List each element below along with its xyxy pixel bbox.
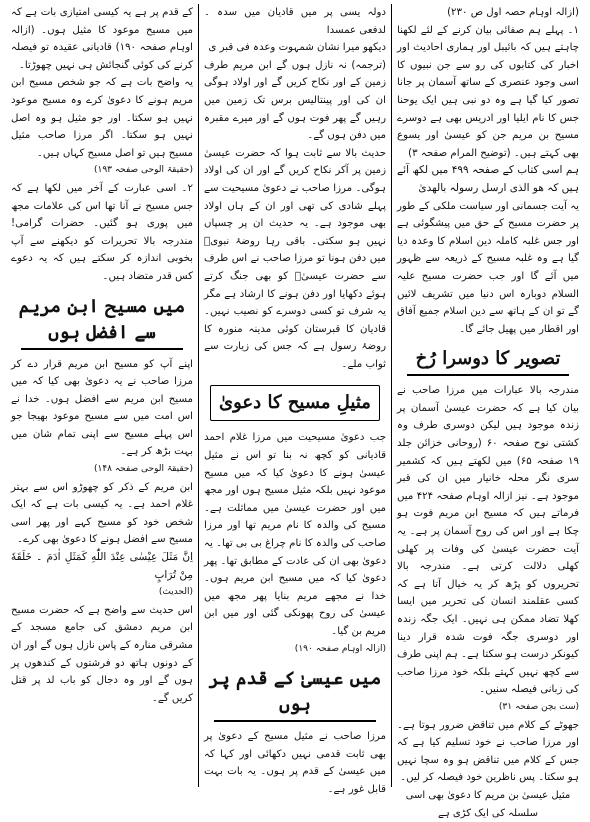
paragraph: دولہ یسی پر میں قادیان میں سدہ ۔ لدفعی عمسدا bbox=[204, 7, 386, 36]
paragraph: جھوٹے کے کلام میں تناقض ضرور ہوتا ہے۔ اور مرزا صاحب نے خود تسلیم کیا ہے کہ جس کے کلام میں تناقض ہو وہ سچا نہیں ہو سکتا۔ پس ناظرین خود فیصلہ کر لیں۔ bbox=[397, 719, 579, 784]
paragraph: یہ آیت جسمانی اور سیاست ملکی کے طور پر حضرت مسیح کے حق میں پیشگوئی ہے اور جس غلبہ کاملہ دین اسلام کا وعدہ دیا گیا ہے وہ غلبہ مسیح کے ذریعہ سے ظہور میں آئے گا اور جب حضرت مسیح علیہ السلام دوبارہ اس دنیا میں تشریف لائیں گے تو ان کے ہاتھ سے دین اسلام جمیع آفاق اور اقطار میں پھیل جائے گا۔ bbox=[397, 200, 579, 335]
arabic-quote: ہم اسی کتاب کے صفحہ ۴۹۹ میں لکھ آئے ہیں کہ ھو الذی ارسل رسولہ بالھدیٰ bbox=[397, 164, 579, 194]
section-heading-text: میں عیسیٰ کے قدم پر ہوں bbox=[208, 668, 382, 716]
paragraph: دیکھو میرا نشان شمہوت وعدہ فی قبر ی bbox=[208, 42, 386, 54]
paragraph: کے قدم پر ہے یہ کیسی امتیازی بات ہے کہ میں مسیح موعود کا مثیل ہوں۔ (ازالہ اوہام صفحہ ۱۹۰) قادیانی عقیدہ تو فیصلہ کرنے کی کوئی گنجائش ہی نہیں چھوڑتا۔ bbox=[11, 7, 193, 71]
paragraph: ۲۔ اسی عبارت کے آخر میں لکھا ہے کہ جس مسیح نے آنا تھا اس کی علامات مجھ میں پوری ہو گئیں۔ حضرات گرامی! مندرجہ بالا تحریرات کو دیکھنے سے آپ بخوبی اندازہ کر سکتے ہیں کہ یہ دعوے کس قدر متضاد ہیں۔ bbox=[11, 182, 193, 282]
citation: (حقیقۃ الوحی صفحہ ۱۹۳) bbox=[93, 165, 193, 176]
paragraph: یہ واضح بات ہے کہ جو شخص مسیح ابن مریم ہونے کا دعویٰ کرے وہ مسیح موعود نہیں ہو سکتا۔ اور جو مثیل ہو وہ اصل نہیں ہو سکتا۔ اگر مرزا صاحب مثیل مسیح ہیں تو اصل مسیح کہاں ہیں۔ bbox=[11, 77, 193, 159]
paragraph: اس حدیث سے واضح ہے کہ حضرت مسیح ابن مریم دمشق کی جامع مسجد کے مشرقی منارہ کے پاس نازل ہوں گے اور ان کے دونوں ہاتھ دو فرشتوں کے کندھوں پر ہوں گے اور وہ دجال کو باب لد پر قتل کریں گے۔ bbox=[11, 604, 193, 704]
citation: (ازالہ اوہام صفحہ ۱۹۰) bbox=[294, 643, 386, 654]
heading-underline bbox=[21, 348, 183, 350]
closing-line: مثیل عیسیٰ بن مریم کا دعویٰ بھی اسی سلسلہ کی ایک کڑی ہے bbox=[405, 789, 571, 819]
col-middle bbox=[199, 4, 392, 795]
section-heading bbox=[210, 385, 380, 421]
paragraph: ۱۔ پہلے ہم صفائی بیان کرنے کے لئے لکھنا چاہتے ہیں کہ بائیبل اور ہماری احادیث اور اخبار کی کتابوں کی رو سے جن نبیوں کا اسی وجود عنصری کے ساتھ آسمان پر جانا تصور کیا گیا ہے وہ دو نبی ہیں ایک یوحنا جس کا نام ایلیا اور ادریس بھی ہے دوسرے مسیح بن مریم جن کو عیسیٰ اور یسوع بھی کہتے ہیں۔ (توضیح المرام صفحہ ۳) bbox=[397, 24, 579, 159]
arabic-quote: اِنَّ مَثَلَ عِيْسٰى عِنْدَ اللّٰهِ كَمَثَلِ اٰدَمَ ۔ خَلَقَهٗ مِنْ تُرَابٍ bbox=[11, 551, 193, 581]
paragraph: مندرجہ بالا عبارات میں مرزا صاحب نے بیان کیا ہے کہ حضرت عیسیٰ آسمان پر زندہ موجود ہیں لیکن دوسری طرف وہ کشتی نوح صفحہ ۶۰ (روحانی خزائن جلد ۱۹ صفحہ ۶۵) میں لکھتے ہیں کہ کشمیر سری نگر محلہ خانیار میں ان کی قبر موجود ہے۔ نیز ازالہ اوہام صفحہ ۴۲۴ میں فرماتے ہیں کہ مسیح ابن مریم فوت ہو چکا ہے اور اس کی روح آسمان پر ہے۔ یہ آیت حضرت عیسیٰ کی وفات پر کھلی کھلی دلالت کرتی ہے۔ مندرجہ بالا تحریروں کو پڑھ کر یہ خیال آتا ہے کہ کسی عقلمند انسان کی تحریر میں ایسا کھلا تضاد ممکن ہی نہیں۔ ایک جگہ زندہ اور دوسری جگہ فوت شدہ قرار دینا کیونکر درست ہو سکتا ہے۔ ہم اپنی طرف سے کچھ نہیں کہتے بلکہ خود مرزا صاحب کی زبانی فیصلہ سنیں۔ bbox=[397, 385, 579, 696]
paragraph: اپنے آپ کو مسیح ابن مریم قرار دے کر مرزا صاحب نے یہ دعویٰ بھی کیا کہ میں مسیح ابن مریم سے افضل ہوں۔ خدا نے اس امت میں سے مسیح موعود بھیجا جو اس پہلے مسیح سے اپنی تمام شان میں بہت بڑھ کر ہے۔ bbox=[11, 358, 193, 458]
citation: (حقیقۃ الوحی صفحہ ۱۴۸) bbox=[93, 464, 193, 475]
paragraph: ابن مریم کے ذکر کو چھوڑو اس سے بہتر غلام احمد ہے۔ یہ کیسی بات ہے کہ ایک شخص خود کو مسیح کہے اور پھر اسی مسیح سے افضل ہونے کا دعویٰ بھی کرے۔ bbox=[11, 481, 193, 546]
section-heading bbox=[204, 666, 386, 722]
columns-container bbox=[6, 4, 584, 819]
citation: (ست بچن صفحہ ۳۱) bbox=[498, 701, 579, 712]
section-heading-text: میں مسیح ابن مریم سے افضل ہوں bbox=[18, 295, 186, 343]
col-left bbox=[6, 4, 199, 787]
section-heading bbox=[11, 294, 193, 350]
paragraph: مرزا صاحب نے مثیل مسیح کے دعویٰ پر بھی ثابت قدمی نہیں دکھائی اور کہا کہ میں عیسیٰ کے قدم پر ہوں۔ یہ بات بہت قابل غور ہے۔ bbox=[204, 731, 386, 795]
section-heading bbox=[397, 346, 579, 376]
paragraph: جب دعویٰ مسیحیت میں مرزا غلام احمد قادیانی کو کچھ نہ بنا تو اس نے مثیل عیسیٰ ہونے کا دعویٰ کیا کہ میں مسیح موعود نہیں بلکہ مثیل مسیح ہوں اور مجھ میں اور حضرت عیسیٰ میں مماثلت ہے۔ مسیح کی والدہ کا نام مریم تھا اور مرزا صاحب کی والدہ کا نام چراغ بی بی تھا۔ یہ دعویٰ بھی ان کی عادت کے مطابق تھا۔ پھر دعویٰ کیا کہ میں مسیح ابن مریم ہوں۔ خدا نے مجھے مریم بنایا پھر مجھ میں عیسیٰ کی روح پھونکی گئی اور میں ابن مریم بن گیا۔ bbox=[204, 432, 386, 637]
section-heading-text: مثیلِ مسیح کا دعویٰ bbox=[219, 392, 371, 414]
heading-underline bbox=[407, 374, 569, 376]
paragraph: (ترجمہ) نہ نازل ہوں گے ابن مریم طرف زمین کے اور نکاح کریں گے اور اولاد ہوگی ان کی اور پینتالیس برس تک زمین میں رہیں گے پھر فوت ہوں گے اور میرے مقبرہ میں دفن ہوں گے۔ bbox=[204, 59, 386, 142]
section-heading-text: تصویر کا دوسرا رُخ bbox=[415, 348, 561, 370]
paragraph: (ازالہ اوہام حصہ اول ص ۲۳۰) bbox=[447, 7, 579, 18]
citation: (الحدیث) bbox=[158, 587, 193, 598]
paragraph: حدیث بالا سے ثابت ہوا کہ حضرت عیسیٰ زمین پر آکر نکاح کریں گے اور ان کی اولاد ہوگی۔ مرزا صاحب نے دعویٰ مسیحیت سے پہلے شادی کی تھی اور ان کے ہاں اولاد بھی موجود ہے۔ یہ حدیث ان پر چسپاں نہیں ہو سکتی۔ باقی رہا روضۂ نبویؐ میں دفن ہونا تو مرزا صاحب نے اس طرف سے حضرت عیسیٰؑ کو بھی جنگ کرتے ہوئے دکھایا اور دفن ہونے کا ارشاد ہے مگر یہ شرف تو کسی دوسرے کو نصیب نہیں۔ قادیان کا قبرستان کوئی مدینہ منورہ کا روضۂ رسول ہے کہ جس کی زیارت سے ثواب ملے۔ bbox=[204, 147, 386, 370]
heading-underline bbox=[214, 720, 376, 722]
col-right bbox=[392, 4, 584, 819]
